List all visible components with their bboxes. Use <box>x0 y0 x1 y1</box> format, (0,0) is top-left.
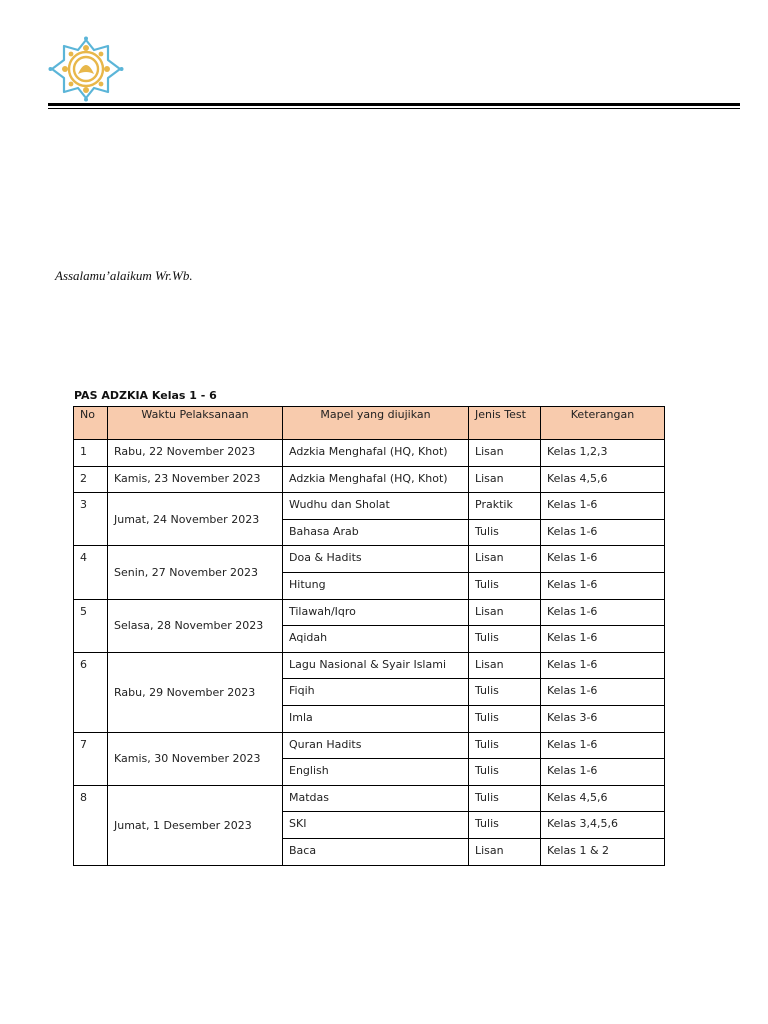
cell-keterangan: Kelas 1-6 <box>541 599 665 626</box>
cell-no: 3 <box>74 493 108 546</box>
school-ornament-logo-icon <box>48 36 124 102</box>
cell-jenis: Lisan <box>469 599 541 626</box>
table-row <box>74 493 665 520</box>
cell-waktu: Rabu, 22 November 2023 <box>108 440 283 467</box>
cell-waktu: Jumat, 24 November 2023 <box>108 493 283 546</box>
cell-jenis: Lisan <box>469 440 541 467</box>
cell-mapel: Lagu Nasional & Syair Islami <box>283 652 469 679</box>
cell-no: 4 <box>74 546 108 599</box>
cell-mapel: Imla <box>283 705 469 732</box>
cell-mapel: Baca <box>283 838 469 865</box>
cell-jenis: Lisan <box>469 546 541 573</box>
cell-keterangan: Kelas 1-6 <box>541 493 665 520</box>
cell-keterangan: Kelas 1-6 <box>541 546 665 573</box>
cell-keterangan: Kelas 1,2,3 <box>541 440 665 467</box>
cell-jenis: Tulis <box>469 785 541 812</box>
schedule-table <box>73 406 665 866</box>
cell-keterangan: Kelas 1-6 <box>541 626 665 653</box>
header-rule-thin <box>48 108 740 109</box>
column-header-jenis: Jenis Test <box>469 407 541 440</box>
cell-jenis: Tulis <box>469 705 541 732</box>
cell-keterangan: Kelas 1-6 <box>541 679 665 706</box>
cell-mapel: Adzkia Menghafal (HQ, Khot) <box>283 440 469 467</box>
table-row <box>74 652 665 679</box>
table-row <box>74 599 665 626</box>
cell-waktu: Kamis, 23 November 2023 <box>108 466 283 493</box>
cell-waktu: Senin, 27 November 2023 <box>108 546 283 599</box>
schedule-body <box>74 440 665 866</box>
table-row <box>74 785 665 812</box>
cell-mapel: Aqidah <box>283 626 469 653</box>
cell-no: 1 <box>74 440 108 467</box>
cell-mapel: Adzkia Menghafal (HQ, Khot) <box>283 466 469 493</box>
cell-no: 2 <box>74 466 108 493</box>
cell-jenis: Tulis <box>469 626 541 653</box>
cell-jenis: Lisan <box>469 652 541 679</box>
cell-jenis: Praktik <box>469 493 541 520</box>
cell-keterangan: Kelas 1-6 <box>541 732 665 759</box>
cell-mapel: Matdas <box>283 785 469 812</box>
cell-waktu: Jumat, 1 Desember 2023 <box>108 785 283 865</box>
cell-mapel: Bahasa Arab <box>283 519 469 546</box>
cell-no: 5 <box>74 599 108 652</box>
table-title: PAS ADZKIA Kelas 1 - 6 <box>74 389 217 402</box>
table-row <box>74 466 665 493</box>
cell-jenis: Tulis <box>469 732 541 759</box>
cell-keterangan: Kelas 1-6 <box>541 519 665 546</box>
cell-jenis: Tulis <box>469 812 541 839</box>
column-header-waktu: Waktu Pelaksanaan <box>108 407 283 440</box>
cell-waktu: Rabu, 29 November 2023 <box>108 652 283 732</box>
cell-keterangan: Kelas 1-6 <box>541 759 665 786</box>
cell-mapel: Wudhu dan Sholat <box>283 493 469 520</box>
cell-keterangan: Kelas 1 & 2 <box>541 838 665 865</box>
cell-jenis: Tulis <box>469 572 541 599</box>
cell-no: 6 <box>74 652 108 732</box>
cell-mapel: Quran Hadits <box>283 732 469 759</box>
column-header-no: No <box>74 407 108 440</box>
cell-keterangan: Kelas 4,5,6 <box>541 785 665 812</box>
column-header-keterangan: Keterangan <box>541 407 665 440</box>
cell-no: 7 <box>74 732 108 785</box>
cell-jenis: Tulis <box>469 679 541 706</box>
cell-jenis: Lisan <box>469 838 541 865</box>
header-rule-thick <box>48 103 740 106</box>
cell-keterangan: Kelas 1-6 <box>541 652 665 679</box>
cell-mapel: Tilawah/Iqro <box>283 599 469 626</box>
cell-mapel: English <box>283 759 469 786</box>
table-row <box>74 546 665 573</box>
cell-waktu: Kamis, 30 November 2023 <box>108 732 283 785</box>
cell-mapel: Hitung <box>283 572 469 599</box>
cell-keterangan: Kelas 1-6 <box>541 572 665 599</box>
column-header-mapel: Mapel yang diujikan <box>283 407 469 440</box>
cell-jenis: Lisan <box>469 466 541 493</box>
cell-waktu: Selasa, 28 November 2023 <box>108 599 283 652</box>
table-row <box>74 440 665 467</box>
cell-mapel: Fiqih <box>283 679 469 706</box>
cell-no: 8 <box>74 785 108 865</box>
table-header-row <box>74 407 665 440</box>
cell-keterangan: Kelas 4,5,6 <box>541 466 665 493</box>
cell-mapel: SKI <box>283 812 469 839</box>
cell-keterangan: Kelas 3-6 <box>541 705 665 732</box>
cell-keterangan: Kelas 3,4,5,6 <box>541 812 665 839</box>
cell-jenis: Tulis <box>469 519 541 546</box>
table-row <box>74 732 665 759</box>
cell-mapel: Doa & Hadits <box>283 546 469 573</box>
cell-jenis: Tulis <box>469 759 541 786</box>
greeting-text: Assalamu’alaikum Wr.Wb. <box>55 268 193 283</box>
